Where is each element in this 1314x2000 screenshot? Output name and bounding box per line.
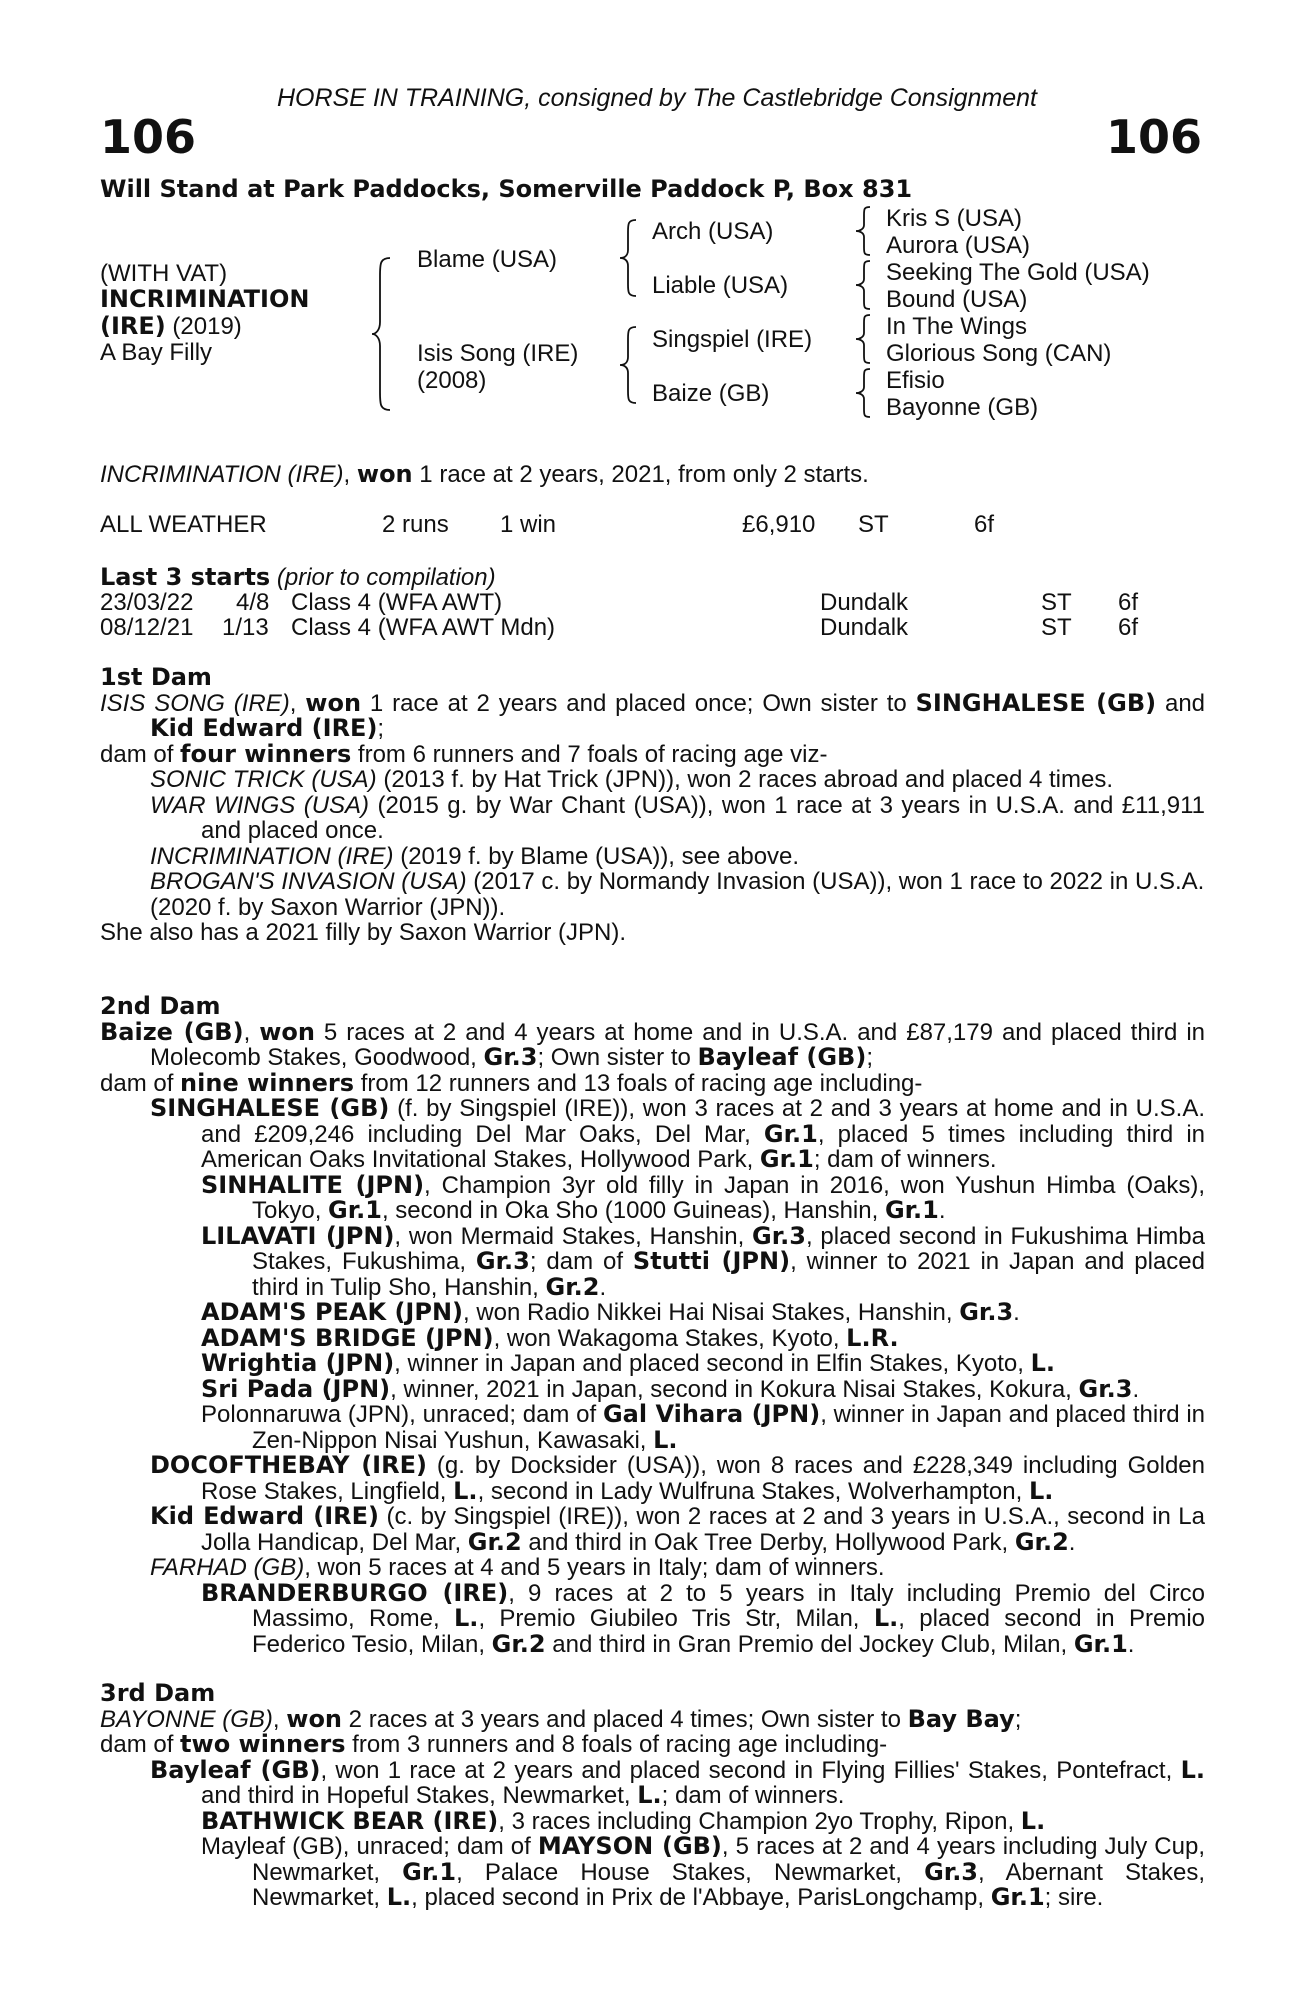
pedigree-bracket [620,325,644,405]
produce-summary: dam of two winners from 3 runners and 8 foals of racing age including- [100,1730,888,1758]
race-summary: INCRIMINATION (IRE), won 1 race at 2 years, 2021, from only 2 starts. [100,460,869,488]
lot-number-left: 106 [100,110,197,164]
record-surface: ALL WEATHER [100,511,267,538]
pedigree-bracket [620,218,644,298]
produce-entry: SINGHALESE (GB) (f. by Singspiel (IRE)), won 3 races at 2 and 3 years at home and in U.S.A. and £209,246 including Del Mar Oaks, Del Mar, Gr.1, placed 5 times including third in American Oaks Invitational Stakes, Hollywood Park, Gr.1; dam of winners. [150,1094,1206,1173]
produce-entry: BRANDERBURGO (IRE), 9 races at 2 to 5 years in Italy including Premio del Circo Massimo, Rome, L., Premio Giubileo Tris Str, Milan, L., placed second in Premio Federico Tesio, Milan, Gr.2 and third in Gran Premio del Jockey Club, Milan, Gr.1. [201,1578,1206,1658]
dam-sire-dam: Glorious Song (CAN) [886,340,1112,367]
sire: Blame (USA) [417,246,558,273]
dam-dam: Baize (GB) [652,380,770,407]
record-wins: 1 win [500,511,557,538]
dam-dam-sire: Efisio [886,367,945,394]
produce-entry: Mayleaf (GB), unraced; dam of MAYSON (GB), 5 races at 2 and 4 years including July Cup, Newmarket, Gr.1, Palace House Stakes, Newmarket, Gr.3, Abernant Stakes, Newmarket, L., placed second in Prix de l'Abbaye, ParisLongchamp, Gr.1; sire. [201,1832,1206,1911]
produce-entry: SONIC TRICK (USA) (2013 f. by Hat Trick (JPN)), won 2 races abroad and placed 4 times. [150,766,1114,793]
start-distance: 6f [1118,614,1139,641]
start-position: 1/13 [222,614,269,641]
start-course: Dundalk [820,589,909,616]
produce-entry: ADAM'S PEAK (JPN), won Radio Nikkei Hai Nisai Stakes, Hanshin, Gr.3. [201,1298,1020,1326]
dam-dam-dam: Bayonne (GB) [886,394,1039,421]
produce-entry: LILAVATI (JPN), won Mermaid Stakes, Hanshin, Gr.3, placed second in Fukushima Himba Stakes, Fukushima, Gr.3; dam of Stutti (JPN), winner to 2021 in Japan and placed third in Tulip Sho, Hanshin, Gr.2. [201,1221,1205,1301]
start-course: Dundalk [820,614,909,641]
catalogue-header: HORSE IN TRAINING, consigned by The Castlebridge Consignment [276,84,1038,112]
start-race: Class 4 (WFA AWT Mdn) [291,614,556,641]
produce-entry: WAR WINGS (USA) (2015 g. by War Chant (USA)), won 1 race at 3 years in U.S.A. and £11,911 and placed once. [150,791,1205,844]
start-position: 4/8 [236,589,270,616]
start-date: 23/03/22 [100,589,194,616]
dam-paragraph: Baize (GB), won 5 races at 2 and 4 years at home and in U.S.A. and £87,179 and placed third in Molecomb Stakes, Goodwood, Gr.3; Own sister to Bayleaf (GB); [100,1017,1205,1071]
record-runs: 2 runs [382,511,449,538]
sire-sire: Arch (USA) [652,218,774,245]
lot-number-right: 106 [1105,110,1202,164]
first-dam-section [100,665,1205,946]
dam-paragraph: BAYONNE (GB), won 2 races at 3 years and placed 4 times; Own sister to Bay Bay; [100,1704,1022,1733]
section-heading: 2nd Dam [100,992,221,1020]
dam-paragraph: ISIS SONG (IRE), won 1 race at 2 years and placed once; Own sister to SINGHALESE (GB) and Kid Edward (IRE); [100,688,1206,742]
produce-entry: Bayleaf (GB), won 1 race at 2 years and placed second in Flying Fillies' Stakes, Pontefract, L. and third in Hopeful Stakes, Newmarket, L.; dam of winners. [150,1755,1205,1809]
section-heading: 3rd Dam [100,1679,216,1707]
produce-entry: Polonnaruwa (JPN), unraced; dam of Gal Vihara (JPN), winner in Japan and placed third in Zen-Nippon Nisai Yushun, Kawasaki, L. [201,1400,1206,1454]
section-heading: 1st Dam [100,663,212,691]
produce-entry: INCRIMINATION (IRE) (2019 f. by Blame (USA)), see above. [150,842,800,870]
produce-entry: (2020 f. by Saxon Warrior (JPN)). [150,893,506,921]
third-dam-section [100,1681,1205,1911]
sire-dam: Liable (USA) [652,272,789,299]
produce-entry: FARHAD (GB), won 5 races at 4 and 5 years in Italy; dam of winners. [150,1554,885,1581]
produce-summary: dam of nine winners from 12 runners and 13 foals of racing age including- [100,1068,923,1097]
produce-entry: BATHWICK BEAR (IRE), 3 races including Champion 2yo Trophy, Ripon, L. [201,1806,1046,1835]
sire-sire-dam: Aurora (USA) [886,232,1031,259]
dam-year: (2008) [417,367,487,394]
record-distance: 6f [974,511,995,538]
vat-note: (WITH VAT) [100,260,228,287]
last-starts-heading: Last 3 starts (prior to compilation) [100,563,496,591]
start-date: 08/12/21 [100,614,194,641]
pedigree-bracket [372,256,402,412]
start-going: ST [1041,589,1072,616]
stand-location: Will Stand at Park Paddocks, Somerville Paddock P, Box 831 [100,175,913,203]
start-race: Class 4 (WFA AWT) [291,589,503,616]
dam-sire-sire: In The Wings [886,313,1027,340]
start-distance: 6f [1118,589,1139,616]
produce-entry: SINHALITE (JPN), Champion 3yr old filly in Japan in 2016, won Yushun Himba (Oaks), Tokyo, Gr.1, second in Oka Sho (1000 Guineas), Hanshin, Gr.1. [201,1170,1205,1224]
record-going: ST [858,511,889,538]
produce-note: She also has a 2021 filly by Saxon Warrior (JPN). [100,919,626,946]
pedigree-bracket [856,313,878,365]
produce-entry: DOCOFTHEBAY (IRE) (g. by Docksider (USA)), won 8 races and £228,349 including Golden Rose Stakes, Lingfield, L., second in Lady Wulfruna Stakes, Wolverhampton, L. [150,1451,1205,1505]
record-prize: £6,910 [742,511,816,538]
pedigree-bracket [856,259,878,311]
produce-entry: Sri Pada (JPN), winner, 2021 in Japan, second in Kokura Nisai Stakes, Kokura, Gr.3. [201,1374,1140,1403]
sire-dam-sire: Seeking The Gold (USA) [886,259,1150,286]
dam: Isis Song (IRE) [417,340,579,367]
produce-entry: Wrightia (JPN), winner in Japan and placed second in Elfin Stakes, Kyoto, L. [201,1349,1055,1377]
produce-entry: BROGAN'S INVASION (USA) (2017 c. by Normandy Invasion (USA)), won 1 race to 2022 in U.S.A. [150,868,1205,895]
pedigree-bracket [856,367,878,419]
produce-summary: dam of four winners from 6 runners and 7 foals of racing age viz- [100,739,828,768]
horse-origin-year: (IRE) (2019) [100,312,242,340]
sire-sire-sire: Kris S (USA) [886,205,1023,232]
produce-entry: Kid Edward (IRE) (c. by Singspiel (IRE)), won 2 races at 2 and 3 years in U.S.A., second in La Jolla Handicap, Del Mar, Gr.2 and third in Oak Tree Derby, Hollywood Park, Gr.2. [150,1502,1205,1556]
produce-entry: ADAM'S BRIDGE (JPN), won Wakagoma Stakes, Kyoto, L.R. [201,1323,899,1352]
pedigree-bracket [856,205,878,257]
sire-dam-dam: Bound (USA) [886,286,1028,313]
horse-name: INCRIMINATION [100,285,310,313]
second-dam-section [100,994,1205,1657]
dam-sire: Singspiel (IRE) [652,326,813,353]
horse-description: A Bay Filly [100,339,213,366]
start-going: ST [1041,614,1072,641]
